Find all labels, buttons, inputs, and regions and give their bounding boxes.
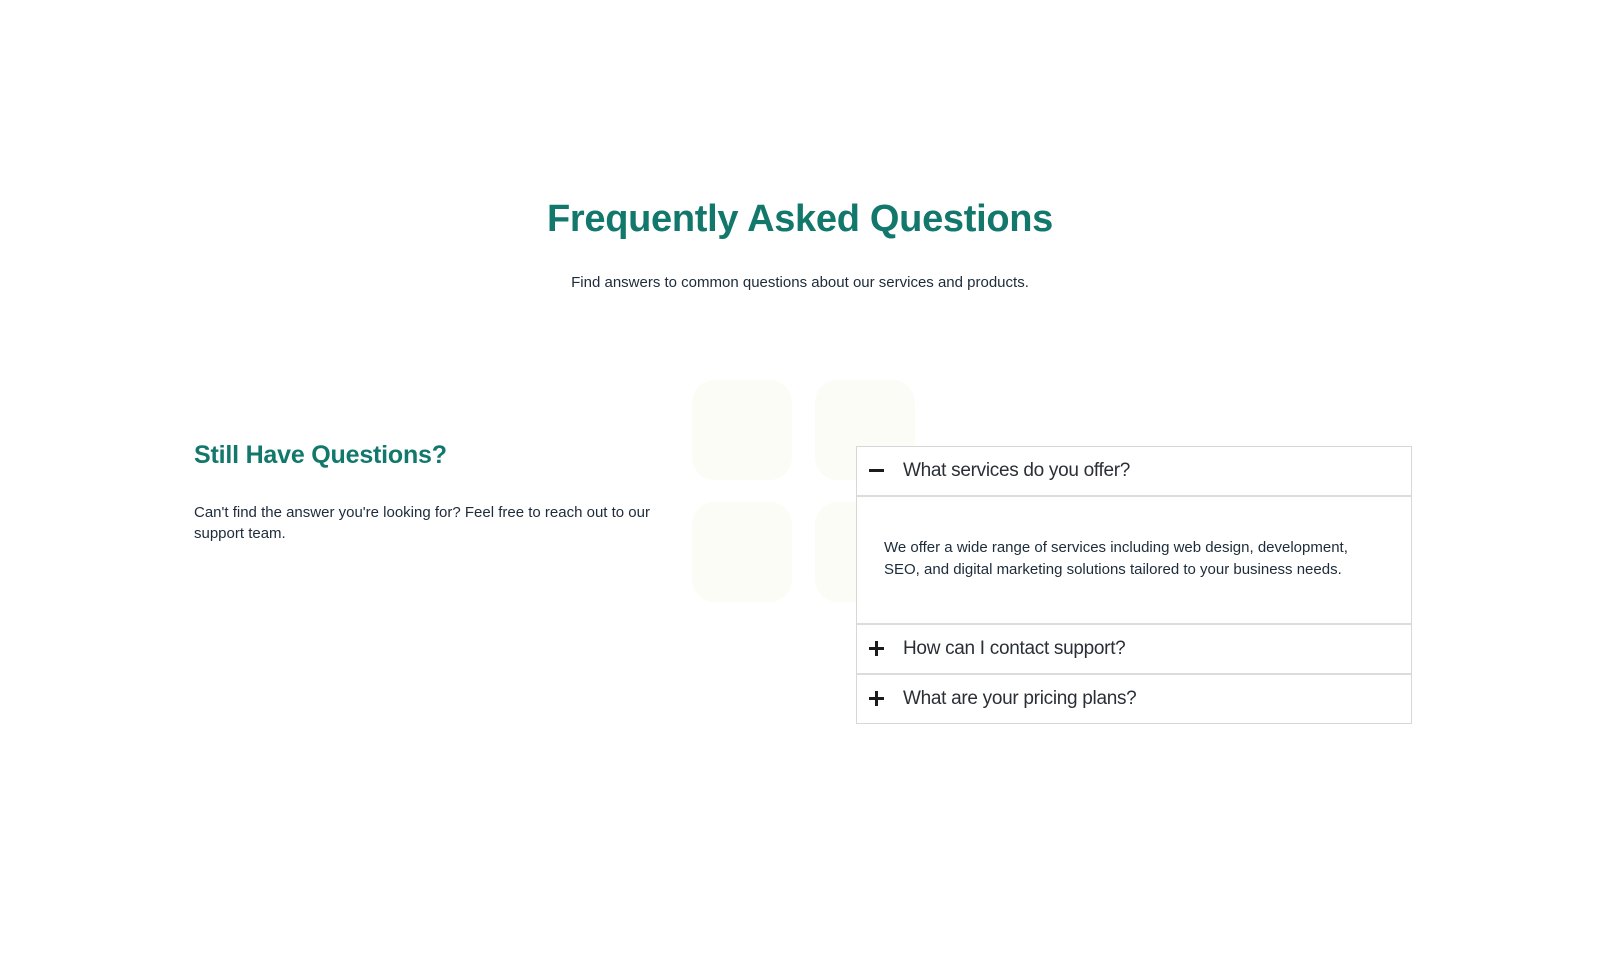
faq-item [857,447,1411,623]
faq-question: How can I contact support? [903,638,1126,659]
plus-icon [867,690,885,708]
faq-item [857,673,1411,723]
faq-toggle-contact-support[interactable] [857,625,1411,673]
decorative-square [692,502,792,602]
support-prompt-text: Can't find the answer you're looking for? Feel free to reach out to our support team. [194,504,650,542]
faq-question: What are your pricing plans? [903,688,1137,709]
minus-icon [867,462,885,480]
faq-item [857,623,1411,673]
still-have-questions-heading: Still Have Questions? [194,441,447,469]
faq-accordion [856,446,1412,724]
faq-toggle-services[interactable] [857,447,1411,495]
faq-answer: We offer a wide range of services including web design, development, SEO, and digital marketing solutions tailored to your business needs. [857,495,1411,623]
plus-icon [867,640,885,658]
faq-question: What services do you offer? [903,460,1131,481]
decorative-square [692,380,792,480]
faq-toggle-pricing[interactable] [857,675,1411,723]
page-title: Frequently Asked Questions [546,198,1054,240]
page-subtitle: Find answers to common questions about our services and products. [571,274,1029,291]
